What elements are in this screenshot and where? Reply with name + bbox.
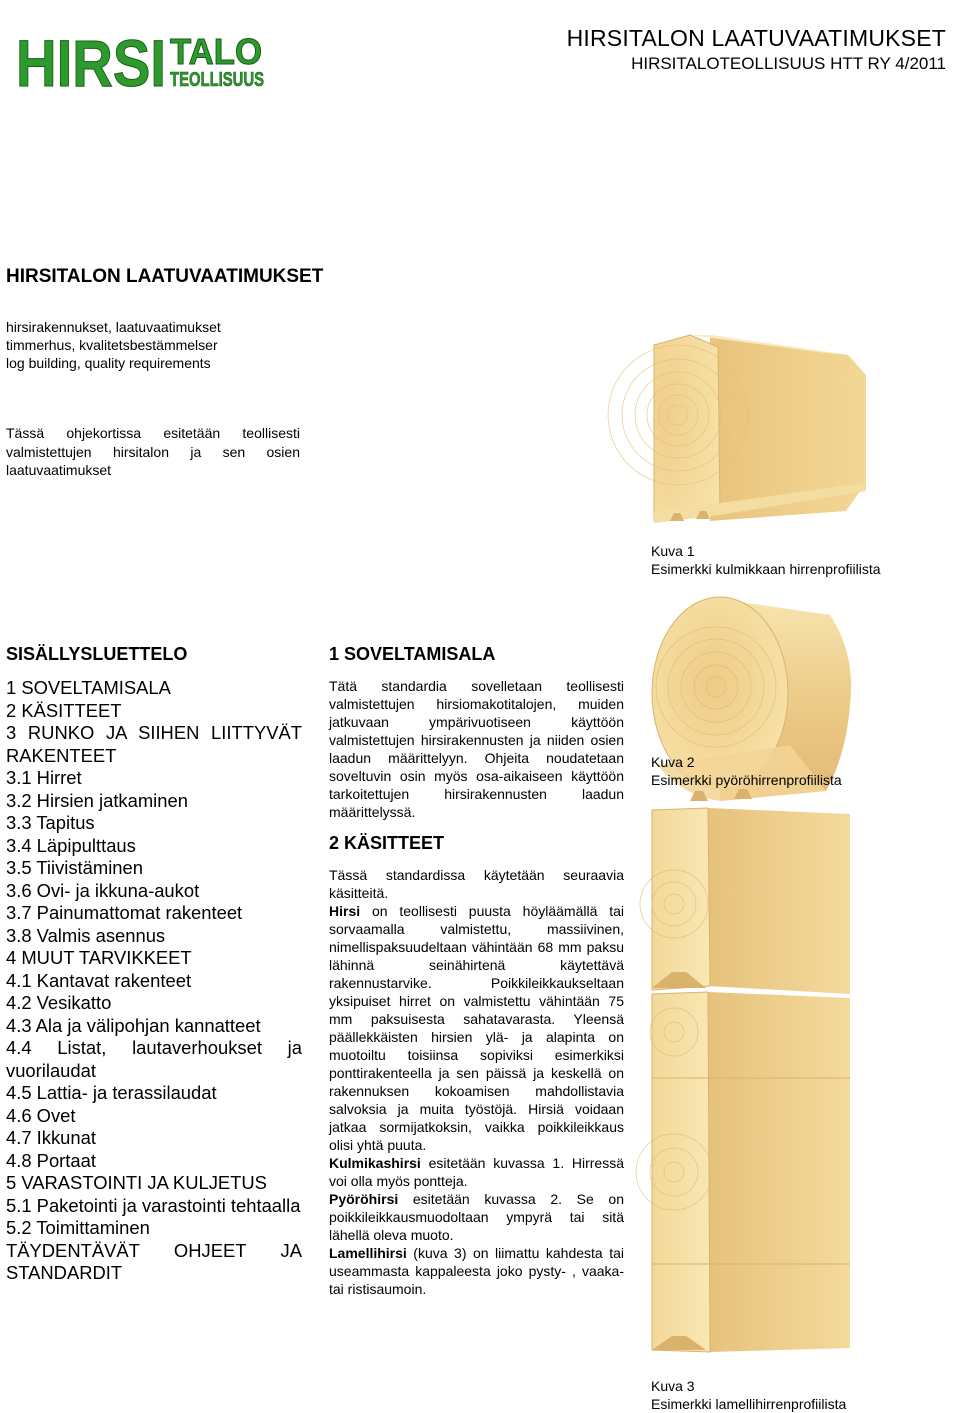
- toc-item: 3.2 Hirsien jatkaminen: [6, 789, 188, 811]
- toc-item: 4 MUUT TARVIKKEET: [6, 947, 192, 968]
- table-of-contents: [6, 677, 302, 1285]
- svg-text:TALO: TALO: [170, 31, 262, 72]
- document-title: HIRSITALON LAATUVAATIMUKSET: [6, 266, 324, 287]
- toc-item: 5 VARASTOINTI JA KULJETUS: [6, 1172, 267, 1193]
- toc-item: 3.7 Painumattomat rakenteet: [6, 902, 243, 923]
- toc-item: 4.7 Ikkunat: [6, 1127, 96, 1148]
- section-body: [329, 866, 624, 1298]
- svg-text:TEOLLISUUS: TEOLLISUUS: [170, 69, 264, 91]
- term-definition: [329, 902, 624, 1154]
- term-text: esitetään kuvassa 2. Se on poikkileikkausmuodoltaan ympyrä tai sitä lähellä oleva muoto.: [329, 1191, 624, 1243]
- toc-item: 5.2 Toimittaminen: [6, 1217, 150, 1238]
- toc-item: 3.3 Tapitus: [6, 812, 95, 833]
- section-paragraph: Tätä standardia sovelletaan teollisesti valmistettujen hirsiomakotitalojen, muiden jatkuvaan ympärivuotiseen käyttöön valmistettujen hirsirakennusten ja niiden osien laadun määrittelyyn. Ohjeita noudatetaan soveltuvin osin myös osa-aikaiseen käyttöön tarkoitettujen hirsirakennusten laadun määrittelyssä.: [329, 678, 624, 820]
- toc-item: 2 KÄSITTEET: [6, 699, 122, 721]
- figure-label: Kuva 3: [651, 1378, 695, 1394]
- keyword-line: timmerhus, kvalitetsbestämmelser: [6, 337, 218, 353]
- square-log-profile-icon: [650, 333, 868, 523]
- term-text: esitetään kuvassa 1. Hirressä voi olla myös pontteja.: [329, 1155, 624, 1189]
- toc-item: 3.8 Valmis asennus: [6, 924, 166, 946]
- toc-item: 4.3 Ala ja välipohjan kannatteet: [6, 1014, 261, 1036]
- term-name: Lamellihirsi: [329, 1245, 407, 1261]
- section-heading: 1 SOVELTAMISALA: [329, 644, 496, 664]
- term-definition: [329, 1244, 624, 1298]
- section-paragraph: Tässä standardissa käytetään seuraavia käsitteitä.: [329, 867, 624, 901]
- toc-item: 4.4 Listat, lautaverhoukset ja vuorilaudat: [6, 1037, 302, 1081]
- toc-item: 3.5 Tiivistäminen: [6, 857, 143, 878]
- toc-item: 3.4 Läpipulttaus: [6, 834, 136, 856]
- toc-item: 4.2 Vesikatto: [6, 992, 112, 1013]
- toc-item: 4.1 Kantavat rakenteet: [6, 969, 192, 991]
- term-name: Kulmikashirsi: [329, 1155, 421, 1171]
- section-heading: 2 KÄSITTEET: [329, 833, 445, 853]
- toc-heading: SISÄLLYSLUETTELO: [6, 644, 188, 664]
- term-text: on teollisesti puusta höyläämällä tai sorvaamalla valmistettu, massiivinen, nimellispaksuudeltaan vähintään 68 mm paksu lähinnä seinähirtenä käytettävä rakennustarvike. Poikkileikkaukseltaan yksipuiset hirret on valmistettu vähintään 75 mm paksuisesta sahatavarasta. Yleensä päällekkäisten hirsien ylä- ja alapinta on muotoiltu toisiinsa sopiviksi esimerkiksi ponttirakenteella ja sen päissä ja keskellä on rakennuksen kokoamisen mahdollistavia salvoksia ja muita työstöjä. Hirsiä voidaan jatkaa sormijatkoksin, vaikka poikkileikkaus olisi yhtä puuta.: [329, 903, 624, 1153]
- header-subtitle: HIRSITALOTEOLLISUUS HTT RY 4/2011: [631, 54, 946, 73]
- term-definition: [329, 1190, 624, 1244]
- toc-item: 3.1 Hirret: [6, 767, 82, 788]
- toc-item: 4.8 Portaat: [6, 1149, 96, 1171]
- toc-item: 1 SOVELTAMISALA: [6, 677, 171, 698]
- toc-item: TÄYDENTÄVÄT OHJEET JA STANDARDIT: [6, 1239, 302, 1283]
- header-title: HIRSITALON LAATUVAATIMUKSET: [566, 25, 946, 51]
- toc-item: 4.5 Lattia- ja terassilaudat: [6, 1082, 217, 1103]
- svg-text:HIRSI: HIRSI: [16, 26, 166, 100]
- term-definition: [329, 1154, 624, 1190]
- term-name: Hirsi: [329, 903, 361, 919]
- laminated-log-profile-icon: [650, 808, 860, 1354]
- figure-caption: Esimerkki pyöröhirrenprofiilista: [651, 772, 842, 788]
- toc-item: 3 RUNKO JA SIIHEN LIITTYVÄT RAKENTEET: [6, 722, 302, 766]
- intro-description: Tässä ohjekortissa esitetään teollisesti valmistettujen hirsitalon ja sen osien laatuvaatimukset: [6, 425, 300, 478]
- toc-item: 3.6 Ovi- ja ikkuna-aukot: [6, 879, 200, 901]
- term-text: (kuva 3) on liimattu kahdesta tai useammasta kappaleesta joko pysty- , vaaka- tai ristisaumoin.: [329, 1245, 624, 1297]
- term-name: Pyöröhirsi: [329, 1191, 399, 1207]
- keyword-line: log building, quality requirements: [6, 355, 211, 371]
- figure-caption: Esimerkki kulmikkaan hirrenprofiilista: [651, 561, 881, 577]
- toc-item: 4.6 Ovet: [6, 1104, 76, 1126]
- figure-label: Kuva 1: [651, 543, 695, 559]
- toc-item: 5.1 Paketointi ja varastointi tehtaalla: [6, 1194, 301, 1216]
- keyword-line: hirsirakennukset, laatuvaatimukset: [6, 319, 221, 335]
- hirsitalo-logo: [14, 26, 266, 100]
- figure-caption: Esimerkki lamellihirrenprofiilista: [651, 1396, 847, 1412]
- figure-label: Kuva 2: [651, 754, 695, 770]
